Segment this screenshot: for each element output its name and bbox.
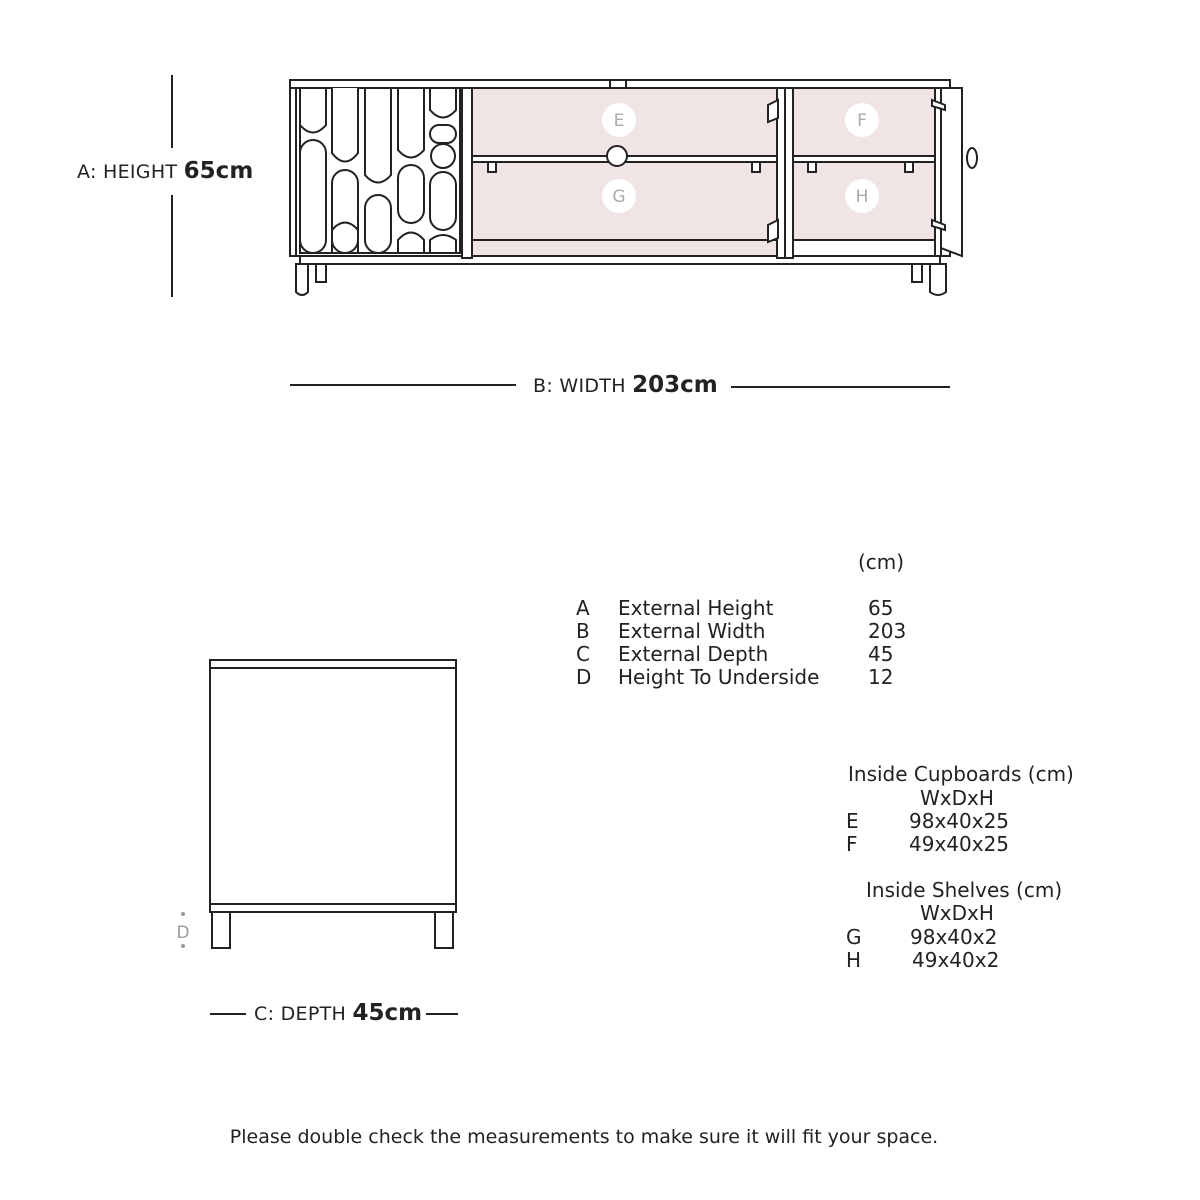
leg-front-right bbox=[930, 264, 946, 295]
external-row-label: External Width bbox=[618, 619, 766, 643]
external-row-label: External Height bbox=[618, 596, 774, 620]
external-row-key: C bbox=[576, 642, 590, 666]
side-top bbox=[210, 660, 456, 668]
shelves-subtitle: WxDxH bbox=[920, 901, 994, 925]
cupboard-row-key: F bbox=[846, 832, 858, 856]
external-row-label: Height To Underside bbox=[618, 665, 820, 689]
compartment-h-letter: H bbox=[855, 187, 869, 207]
shelves-title: Inside Shelves (cm) bbox=[866, 878, 1063, 902]
underside-marker-letter: D bbox=[176, 923, 190, 943]
cupboards-subtitle: WxDxH bbox=[920, 786, 994, 810]
depth-label-text: C: DEPTH bbox=[254, 1003, 347, 1025]
side-leg-left bbox=[212, 912, 230, 948]
external-row-label: External Depth bbox=[618, 642, 769, 666]
width-label-text: B: WIDTH bbox=[533, 375, 626, 397]
shelf-row-key: H bbox=[846, 948, 862, 972]
cupboards-title: Inside Cupboards (cm) bbox=[848, 762, 1074, 786]
shelf-row-value: 98x40x2 bbox=[910, 925, 998, 949]
shelf-row-key: G bbox=[846, 925, 862, 949]
external-table-unit-header: (cm) bbox=[858, 550, 905, 574]
leg-back-right bbox=[912, 264, 922, 282]
footer-note: Please double check the measurements to make sure it will fit your space. bbox=[229, 1126, 939, 1148]
height-dimension-label bbox=[77, 158, 253, 184]
external-row-value: 12 bbox=[868, 665, 894, 689]
external-row-key: D bbox=[576, 665, 592, 689]
height-label-text: A: HEIGHT bbox=[77, 161, 178, 183]
side-base bbox=[210, 904, 456, 912]
cupboard-row-value: 49x40x25 bbox=[909, 832, 1010, 856]
leg-back-left bbox=[316, 264, 326, 282]
leg-front-left bbox=[296, 264, 308, 295]
cabinet-base bbox=[300, 256, 940, 264]
width-dimension-label bbox=[533, 372, 718, 398]
external-row-key: A bbox=[576, 596, 590, 620]
compartment-e-letter: E bbox=[613, 111, 625, 131]
depth-dimension-label bbox=[254, 1000, 422, 1026]
underside-marker-dot-top bbox=[181, 912, 185, 916]
cupboard-row-value: 98x40x25 bbox=[909, 809, 1010, 833]
external-row-value: 65 bbox=[868, 596, 894, 620]
external-row-value: 203 bbox=[868, 619, 907, 643]
external-row-value: 45 bbox=[868, 642, 894, 666]
external-row-key: B bbox=[576, 619, 590, 643]
compartment-g-letter: G bbox=[612, 187, 626, 207]
depth-value: 45cm bbox=[352, 1000, 423, 1026]
front-view-drawing bbox=[0, 0, 1200, 420]
shelf-row-value: 49x40x2 bbox=[912, 948, 1000, 972]
width-value: 203cm bbox=[632, 372, 718, 398]
compartment-f-letter: F bbox=[857, 111, 867, 131]
underside-marker-dot-bottom bbox=[181, 944, 185, 948]
side-body bbox=[210, 668, 456, 904]
side-leg-right bbox=[435, 912, 453, 948]
height-value: 65cm bbox=[183, 158, 254, 184]
cupboard-row-key: E bbox=[846, 809, 859, 833]
